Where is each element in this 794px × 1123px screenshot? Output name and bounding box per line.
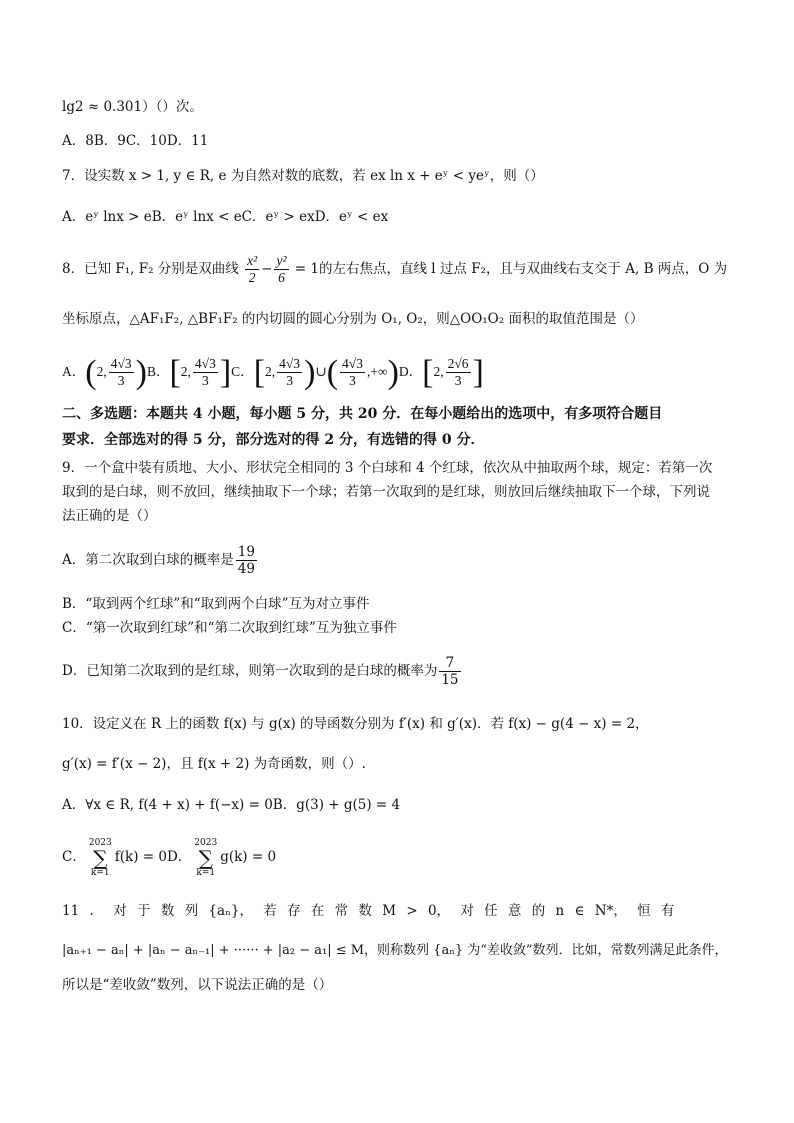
fraction-4root3-over-3 [277,356,302,389]
q8-options [62,350,742,394]
q10-stem-line2: g′(x) = f′(x − 2)，且 f(x + 2) 为奇函数，则（）. [62,756,366,772]
sum-upper: 2023 [88,837,112,848]
sum-upper: 2023 [194,837,218,848]
option-text: A．第二次取到白球的概率是 [62,552,234,568]
bracket-left: [ [253,353,266,391]
bracket-left: [ [169,353,181,391]
q11-stem-line3: 所以是“差收敛”数列，以下说法正确的是（） [62,977,333,993]
numerator: 2√6 [447,356,469,372]
q9-option-b: B．“取到两个红球”和“取到两个白球”互为对立事件 [62,596,370,612]
q8-stem-line2: 坐标原点，△AF₁F₂, △BF₁F₂ 的内切圆的圆心分别为 O₁, O₂，则△OO₁O₂ 面积的取值范围是（） [62,311,644,327]
sum-lower: k=1 [90,867,110,878]
denominator: 6 [278,270,285,285]
q9-stem-line1: 9．一个盒中装有质地、大小、形状完全相同的 3 个白球和 4 个红球，依次从中抽取两个球，规定：若第一次 [62,460,713,476]
q11-stem-line1: 11 ． 对 于 数 列 {aₙ}， 若 存 在 常 数 M > 0， 对 任 意 的 n ∈ N*， 恒 有 [62,903,675,919]
option-c-text: f(k) = 0D． [114,849,192,865]
fraction-4root3-over-3 [193,356,218,389]
q10-stem-line1: 10．设定义在 R 上的函数 f(x) 与 g(x) 的导函数分别为 f′(x) 和 g′(x)．若 f(x) − g(4 − x) = 2， [62,716,649,732]
union-symbol: ∪ [315,364,327,379]
option-c-label: C． [231,364,254,379]
fraction-x2-over-2 [245,253,259,286]
paren-right: ) [387,353,399,391]
q7-options: A．eʸ lnx > eB．eʸ lnx < eC．eʸ > exD．eʸ < ex [62,209,389,225]
numerator: 4√3 [342,356,363,372]
fraction-y2-over-6 [274,253,288,286]
paren-left: ( [326,353,339,391]
option-d-label: D． [398,364,423,379]
numerator: 4√3 [194,356,216,372]
option-b-label: B． [146,364,170,379]
fraction-4root3-over-3 [340,356,365,389]
paren-right: ) [304,353,316,391]
bracket-right: ] [472,353,484,391]
denominator: 2 [248,270,256,285]
denominator: 3 [454,373,462,389]
numerator: y² [276,253,287,268]
section-heading-line2: 要求．全部选对的得 5 分，部分选对的得 2 分，有选错的得 0 分． [62,432,485,448]
interval-lower: 2, [433,364,444,379]
equation-tail: = 1 [290,261,319,277]
interval-lower: 2, [96,364,107,379]
denominator: 3 [117,373,125,389]
fraction-2root6-over-3 [446,356,471,389]
section-heading-line1: 二、多选题：本题共 4 小题，每小题 5 分，共 20 分．在每小题给出的选项中，有多项符合题目 [62,406,663,422]
denominator: 49 [237,561,255,577]
interval-lower: 2, [265,364,276,379]
denominator: 15 [441,672,459,688]
denominator: 3 [286,373,293,389]
q10-options-ab: A．∀x ∈ R, f(4 + x) + f(−x) = 0B．g(3) + g(5) = 4 [62,797,401,813]
paren-left: ( [85,353,97,391]
q9-option-d [62,652,742,690]
q9-option-a [62,541,742,579]
numerator: 19 [237,544,255,560]
q7-stem: 7．设实数 x > 1, y ∈ R, e 为自然对数的底数，若 ex ln x + eʸ < yeʸ，则（） [62,168,544,184]
numerator: 7 [439,655,460,672]
option-d-text: g(k) = 0 [220,849,277,865]
numerator: 4√3 [279,356,301,372]
fraction-19-over-49 [236,544,257,577]
q8-text-a: 8．已知 F₁, F₂ 分别是双曲线 [62,261,239,277]
denominator: 3 [202,373,209,389]
summation [194,838,217,878]
q8-text-b: 的左右焦点，直线 l 过点 F₂，且与双曲线右支交于 A, B 两点，O 为 [319,261,728,277]
summation [89,838,112,878]
q11-stem-line2: |aₙ₊₁ − aₙ| + |aₙ − aₙ₋₁| + ······ + |a₂ − a₁| ≤ M，则称数列 {aₙ} 为“差收敛”数列．比如，常数列满足此条件， [62,943,728,958]
fraction-4root3-over-3 [109,356,134,389]
q6-options: A．8B．9C．10D．11 [62,133,209,149]
numerator: 4√3 [110,356,132,372]
infinity: ,+∞ [366,364,388,379]
numerator: x² [247,253,258,268]
fraction-7-over-15 [439,655,460,688]
option-a-label: A． [62,364,86,379]
text-line: lg2 ≈ 0.301）（）次。 [62,99,203,115]
paren-right: ) [135,353,147,391]
q9-option-c: C．“第一次取到红球”和“第二次取到红球”互为独立事件 [62,620,397,636]
option-c-label: C． [62,849,86,865]
q8-stem [62,249,742,289]
bracket-right: ] [219,353,232,391]
q10-options-cd [62,834,742,880]
minus-sign: − [261,261,273,277]
bracket-left: [ [422,353,434,391]
interval-lower: 2, [180,364,191,379]
sigma-symbol: ∑ [198,845,213,870]
q9-stem-line3: 法正确的是（） [62,508,157,524]
denominator: 3 [349,373,356,389]
sigma-symbol: ∑ [93,845,108,870]
sum-lower: k=1 [196,867,216,878]
q9-stem-line2: 取到的是白球，则不放回，继续抽取下一个球；若第一次取到的是红球，则放回后继续抽取下一个球，下列说 [62,484,710,500]
option-text: D．已知第二次取到的是红球，则第一次取到的是白球的概率为 [62,663,438,679]
